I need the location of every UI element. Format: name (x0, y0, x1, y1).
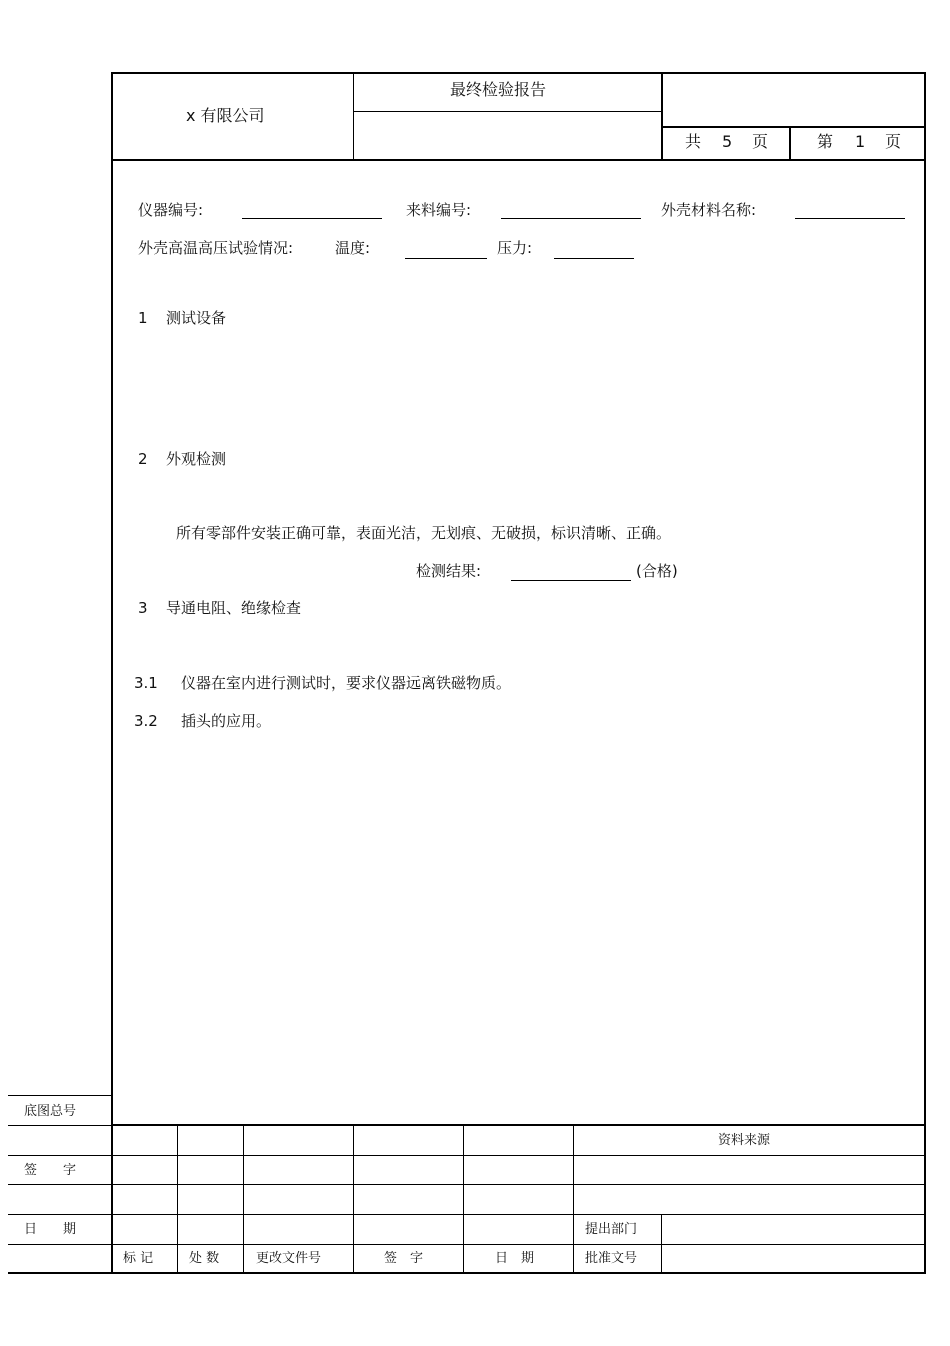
footer-col-3 (353, 1125, 354, 1273)
section-3-1-text: 仪器在室内进行测试时，要求仪器远离铁磁物质。 (181, 674, 512, 692)
frame-left (111, 72, 113, 1274)
pressure-blank (554, 258, 634, 259)
page-no-value: 1 (855, 132, 866, 151)
footer-source: 资料来源 (718, 1133, 771, 1148)
footer-row-1 (111, 1155, 926, 1156)
footer-dept: 提出部门 (585, 1222, 638, 1237)
side-line-4 (8, 1184, 112, 1185)
section-1-title: 测试设备 (166, 309, 227, 327)
section-3-title: 导通电阻、绝缘检查 (166, 599, 302, 617)
footer-col-4 (463, 1125, 464, 1273)
section-3-2-text: 插头的应用。 (181, 712, 272, 730)
hv-test-label: 外壳高温高压试验情况: (138, 239, 294, 257)
footer-row-2 (111, 1184, 926, 1185)
report-title: 最终检验报告 (450, 80, 547, 99)
total-pages-label: 共 (685, 132, 702, 151)
section-2-number: 2 (138, 450, 148, 468)
incoming-no-label: 来料编号: (406, 201, 472, 219)
frame-top (111, 72, 926, 74)
side-base-total: 底图总号 (24, 1104, 77, 1119)
title-under (353, 111, 662, 112)
section-2-result-blank (511, 580, 631, 581)
side-line-3 (8, 1155, 112, 1156)
frame-right (924, 72, 926, 1274)
section-3-2-number: 3.2 (134, 712, 158, 730)
footer-top (111, 1124, 926, 1126)
side-date: 日 期 (24, 1222, 77, 1237)
header-bottom (111, 159, 926, 161)
page-no-label: 第 (817, 132, 834, 151)
side-line-5 (8, 1214, 112, 1215)
section-2-result-label: 检测结果: (416, 562, 482, 580)
side-sign: 签 字 (24, 1163, 77, 1178)
section-3-number: 3 (138, 599, 148, 617)
temperature-blank (405, 258, 487, 259)
footer-row-4 (111, 1244, 926, 1245)
instrument-no-label: 仪器编号: (138, 201, 204, 219)
incoming-no-blank (501, 218, 641, 219)
section-2-result-value: (合格) (636, 562, 678, 580)
instrument-no-blank (242, 218, 382, 219)
footer-mark: 标 记 (123, 1251, 154, 1266)
footer-change-doc: 更改文件号 (256, 1251, 322, 1266)
page-row-top (661, 126, 925, 128)
side-line-6 (8, 1244, 112, 1245)
footer-row-3 (111, 1214, 926, 1215)
shell-material-label: 外壳材料名称: (661, 201, 757, 219)
section-2-text: 所有零部件安装正确可靠，表面光洁，无划痕、无破损，标识清晰、正确。 (176, 524, 672, 542)
footer-bottom (8, 1272, 926, 1274)
page-no-unit: 页 (885, 132, 902, 151)
footer-col-5 (573, 1125, 574, 1273)
company-name: x 有限公司 (186, 106, 265, 125)
section-3-1-number: 3.1 (134, 674, 158, 692)
total-pages-value: 5 (722, 132, 733, 151)
header-div-1 (353, 72, 354, 160)
total-pages-unit: 页 (752, 132, 769, 151)
side-line-1 (8, 1095, 112, 1096)
header-div-2 (661, 72, 663, 160)
shell-material-blank (795, 218, 905, 219)
footer-date: 日 期 (495, 1251, 535, 1266)
footer-col-6 (661, 1214, 662, 1273)
footer-sign: 签 字 (384, 1251, 424, 1266)
footer-col-1 (177, 1125, 178, 1273)
pressure-label: 压力: (497, 239, 533, 257)
page-div (789, 126, 791, 160)
section-1-number: 1 (138, 309, 148, 327)
footer-approval: 批准文号 (585, 1251, 638, 1266)
footer-count: 处 数 (189, 1251, 220, 1266)
temperature-label: 温度: (335, 239, 371, 257)
section-2-title: 外观检测 (166, 450, 227, 468)
side-line-2 (8, 1125, 112, 1126)
footer-col-2 (243, 1125, 244, 1273)
